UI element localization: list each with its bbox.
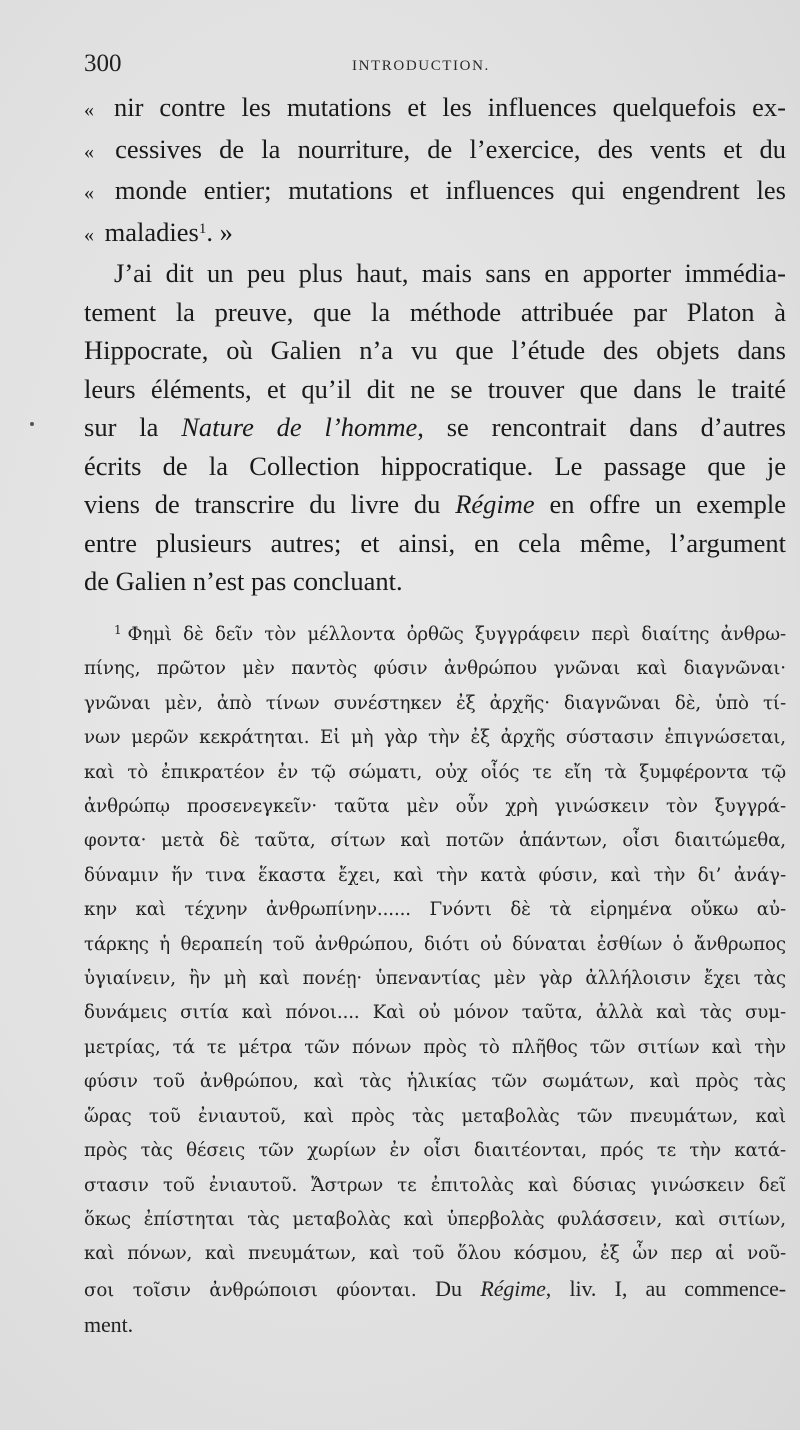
- paragraph-line: tement la preuve, que la méthode attribuée par Platon à: [84, 296, 786, 327]
- running-head: [84, 50, 784, 84]
- paragraph-line: sur la Nature de l’homme, se rencontrait dans d’autres: [84, 412, 786, 442]
- footnote-line: ὅκως ἐπίστηται τὰς μεταβολὰς καὶ ὑπερβολὰς φυλάσσειν, καὶ σιτίων,: [84, 1208, 786, 1230]
- quote-line: « cessives de la nourriture, de l’exercice, des vents et du: [84, 133, 786, 164]
- footnote-line: δύναμιν ἥν τινα ἕκαστα ἔχει, καὶ τὴν κατὰ φύσιν, καὶ τὴν δι’ ἀνάγ-: [84, 864, 786, 886]
- footnote-line: ἀνθρώπῳ προσενεγκεῖν· ταῦτα μὲν οὖν χρὴ γινώσκειν τὸν ξυγγρά-: [84, 796, 786, 818]
- footnote-line: $^1$ Φημὶ δὲ δεῖν τὸν μέλλοντα ὀρθῶς ξυγγράφειν περὶ διαίτης ἀνθρω-: [114, 623, 786, 645]
- paragraph-line: viens de transcrire du livre du Régime en offre un exemple: [84, 489, 787, 519]
- footnote-line: τάρκης ἡ θεραπείη τοῦ ἀνθρώπου, διότι οὐ δύναται ἐσθίων ὁ ἄνθρωπος: [84, 933, 786, 955]
- running-title: INTRODUCTION.: [352, 58, 490, 74]
- footnote-line: φοντα· μετὰ δὲ ταῦτα, σίτων καὶ ποτῶν ἁπάντων, οἷσι διαιτώμεθα,: [84, 830, 786, 852]
- footnote-line: νων μερῶν κεκράτηται. Εἰ μὴ γὰρ τὴν ἐξ ἀρχῆς σύστασιν ἐπιγνώσεται,: [84, 727, 786, 749]
- page-number: 300: [84, 50, 122, 77]
- paragraph-line: leurs éléments, et qu’il dit ne se trouver que dans le traité: [84, 373, 786, 404]
- footnote-line: μετρίας, τά τε μέτρα τῶν πόνων πρὸς τὸ πλῆθος τῶν σιτίων καὶ τὴν: [84, 1036, 786, 1058]
- paragraph-line: de Galien n’est pas concluant.: [84, 566, 403, 596]
- main-text: [84, 88, 786, 601]
- italic-title: Régime: [455, 489, 535, 519]
- footnote-line: δυνάμεις σιτία καὶ πόνοι.... Καὶ οὐ μόνον ταῦτα, ἀλλὰ καὶ τὰς συμ-: [84, 1002, 786, 1024]
- footnote-line: ment.: [84, 1312, 133, 1338]
- footnote-line: σοι τοῖσιν ἀνθρώποισι φύονται. Du Régime, liv. I, au commence-: [84, 1275, 787, 1301]
- footnote: [84, 618, 786, 1343]
- footnote-line: γνῶναι μὲν, ἀπὸ τίνων συνέστηκεν ἐξ ἀρχῆς· διαγνῶναι δὲ, ὑπὸ τί-: [84, 692, 786, 714]
- footnote-line: στασιν τοῦ ἐνιαυτοῦ. Ἄστρων τε ἐπιτολὰς καὶ δύσιας γινώσκειν δεῖ: [84, 1174, 786, 1196]
- margin-mark: [30, 422, 34, 426]
- footnote-line: κην καὶ τέχνην ἀνθρωπίνην...... Γνόντι δὲ τὰ εἰρημένα οὔκω αὐ-: [84, 899, 786, 921]
- paragraph-line: Hippocrate, où Galien n’a vu que l’étude des objets dans: [84, 335, 786, 365]
- footnote-line: φύσιν τοῦ ἀνθρώπου, καὶ τὰς ἡλικίας τῶν σωμάτων, καὶ πρὸς τὰς: [84, 1071, 786, 1093]
- quote-line: « monde entier; mutations et influences qui engendrent les: [84, 175, 786, 205]
- footnote-line: ὑγιαίνειν, ἢν μὴ καὶ πονέῃ· ὑπεναντίας μὲν γὰρ ἀλλήλοισιν ἔχει τὰς: [84, 968, 786, 990]
- footnote-line: πίνης, πρῶτον μὲν παντὸς φύσιν ἀνθρώπου γνῶναι καὶ διαγνῶναι·: [84, 658, 786, 680]
- quote-line: « maladies$^1$. »: [84, 216, 233, 247]
- paragraph-line: J’ai dit un peu plus haut, mais sans en apporter immédia-: [114, 258, 786, 288]
- italic-title: Nature de l’homme: [181, 412, 418, 442]
- footnote-line: ὥρας τοῦ ἐνιαυτοῦ, καὶ πρὸς τὰς μεταβολὰς τῶν πνευμάτων, καὶ: [84, 1105, 786, 1127]
- footnote-reference: 1: [198, 220, 207, 237]
- footnote-marker: 1: [114, 623, 122, 637]
- quote-line: « nir contre les mutations et les influences quelquefois ex-: [84, 92, 787, 122]
- quote-mark: «: [84, 182, 94, 204]
- paragraph-line: écrits de la Collection hippocratique. Le passage que je: [84, 450, 786, 481]
- italic-title: Régime: [480, 1275, 546, 1301]
- paragraph-line: entre plusieurs autres; et ainsi, en cela même, l’argument: [84, 527, 786, 558]
- footnote-line: πρὸς τὰς θέσεις τῶν χωρίων ἐν οἷσι διαιτέονται, πρός τε τὴν κατά-: [84, 1140, 786, 1162]
- quote-mark: «: [84, 140, 94, 163]
- footnote-line: καὶ τὸ ἐπικρατέον ἐν τῷ σώματι, οὐχ οἷός τε εἴη τὰ ξυμφέροντα τῷ: [84, 761, 786, 783]
- footnote-line: καὶ πόνων, καὶ πνευμάτων, καὶ τοῦ ὅλου κόσμου, ἐξ ὧν περ αἱ νοῦ-: [84, 1243, 786, 1265]
- quote-mark: «: [84, 223, 94, 246]
- quote-mark: «: [84, 99, 94, 121]
